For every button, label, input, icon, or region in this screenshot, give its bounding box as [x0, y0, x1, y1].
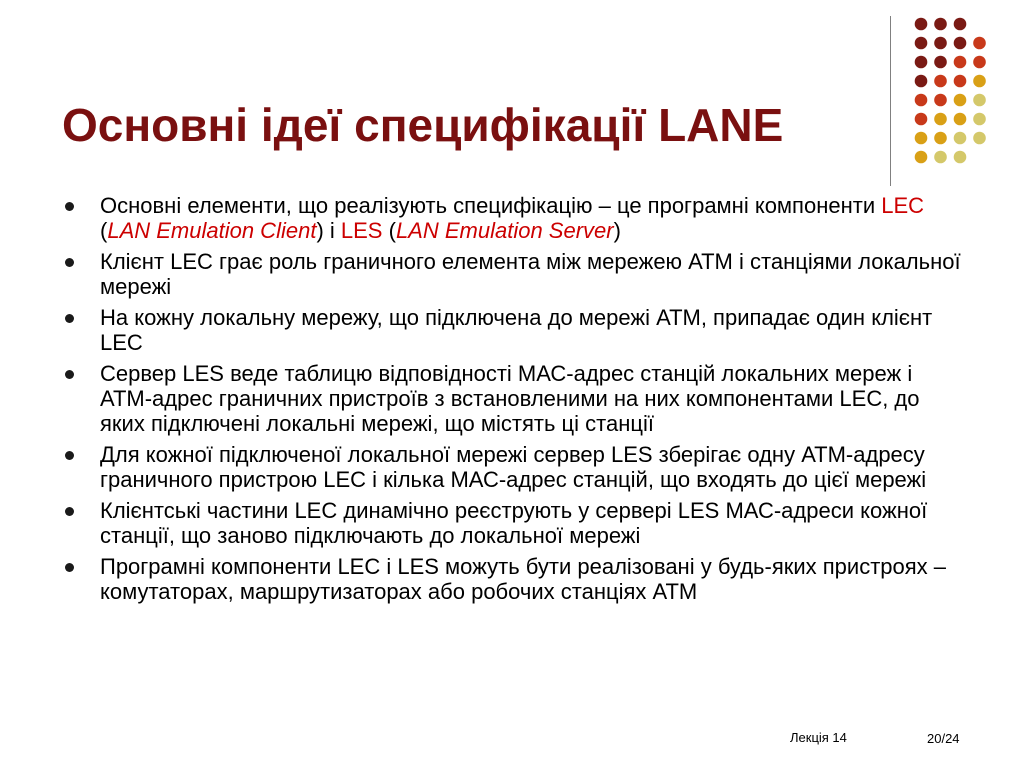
decorative-dot: [915, 94, 928, 107]
decorative-dot: [915, 113, 928, 126]
bullet-text: Для кожної підключеної локальної мережі сервер LES зберігає одну АТМ-адресу граничного пристрою LEC і кілька МАС-адрес станцій, що входять до цієї мережі: [100, 442, 927, 492]
decorative-dot: [973, 37, 986, 50]
bullet-item: [60, 305, 970, 355]
bullet-dot-icon: [65, 202, 74, 211]
title-divider-line: [890, 16, 891, 186]
decorative-dot: [915, 18, 928, 31]
decorative-dot: [954, 56, 967, 69]
decorative-dot: [954, 132, 967, 145]
bullet-dot-icon: [65, 314, 74, 323]
bullet-item: [60, 554, 970, 604]
bullet-item: [60, 249, 970, 299]
bullet-dot-icon: [65, 563, 74, 572]
bullet-text: (: [382, 218, 396, 243]
decorative-dot: [915, 56, 928, 69]
decorative-dot: [973, 113, 986, 126]
bullet-item: [60, 193, 970, 243]
bullet-dot-icon: [65, 451, 74, 460]
decorative-dot: [954, 113, 967, 126]
bullet-text: ) і: [316, 218, 341, 243]
bullet-list: [60, 193, 970, 610]
bullet-text: На кожну локальну мережу, що підключена до мережі АТМ, припадає один клієнт LEC: [100, 305, 933, 355]
bullet-text: Клієнт LEC грає роль граничного елемента між мережею АТМ і станціями локальної мережі: [100, 249, 961, 299]
decorative-dot: [934, 18, 947, 31]
decorative-dot: [915, 37, 928, 50]
footer-lecture-label: Лекція 14: [790, 730, 847, 745]
bullet-text: LAN Emulation Client: [107, 218, 317, 243]
decorative-dot: [934, 132, 947, 145]
bullet-text: LAN Emulation Server: [395, 218, 614, 243]
decorative-dot: [954, 37, 967, 50]
bullet-text: Програмні компоненти LEC і LES можуть бути реалізовані у будь-яких пристроях – комутаторах, маршрутизаторах або робочих станціях АТМ: [100, 554, 947, 604]
decorative-dot: [954, 18, 967, 31]
decorative-dot: [915, 75, 928, 88]
bullet-item: [60, 361, 970, 436]
footer-page-number: 20/24: [927, 731, 960, 746]
bullet-text: ): [613, 218, 621, 243]
bullet-item: [60, 442, 970, 492]
decorative-dot: [954, 75, 967, 88]
decorative-dot: [954, 151, 967, 164]
bullet-dot-icon: [65, 507, 74, 516]
decorative-dot: [934, 75, 947, 88]
bullet-text: Клієнтські частини LEC динамічно реєструють у сервері LES МАС-адреси кожної станції, що заново підключають до локальної мережі: [100, 498, 928, 548]
bullet-text: LES: [340, 218, 383, 243]
decorative-dot: [934, 56, 947, 69]
slide-title: Основні ідеї специфікації LANE: [62, 99, 784, 151]
decorative-dot: [915, 151, 928, 164]
decorative-dot: [934, 94, 947, 107]
bullet-text: Основні елементи, що реалізують специфікацію – це програмні компоненти: [100, 193, 882, 218]
bullet-text: (: [100, 218, 108, 243]
bullet-dot-icon: [65, 370, 74, 379]
decorative-dot: [973, 94, 986, 107]
decorative-dot: [934, 151, 947, 164]
decorative-dot: [973, 56, 986, 69]
decorative-dot: [934, 37, 947, 50]
decorative-dot: [973, 75, 986, 88]
bullet-item: [60, 498, 970, 548]
decorative-dot: [934, 113, 947, 126]
bullet-text: LEC: [881, 193, 925, 218]
bullet-text: Сервер LES веде таблицю відповідності МАС-адрес станцій локальних мереж і АТМ-адрес граничних пристроїв з встановленими на них компонентами LEC, до яких підключені локальні мережі, що містять ці станції: [100, 361, 920, 436]
bullet-dot-icon: [65, 258, 74, 267]
decorative-dot: [915, 132, 928, 145]
decorative-dot: [954, 94, 967, 107]
decorative-dot: [973, 132, 986, 145]
